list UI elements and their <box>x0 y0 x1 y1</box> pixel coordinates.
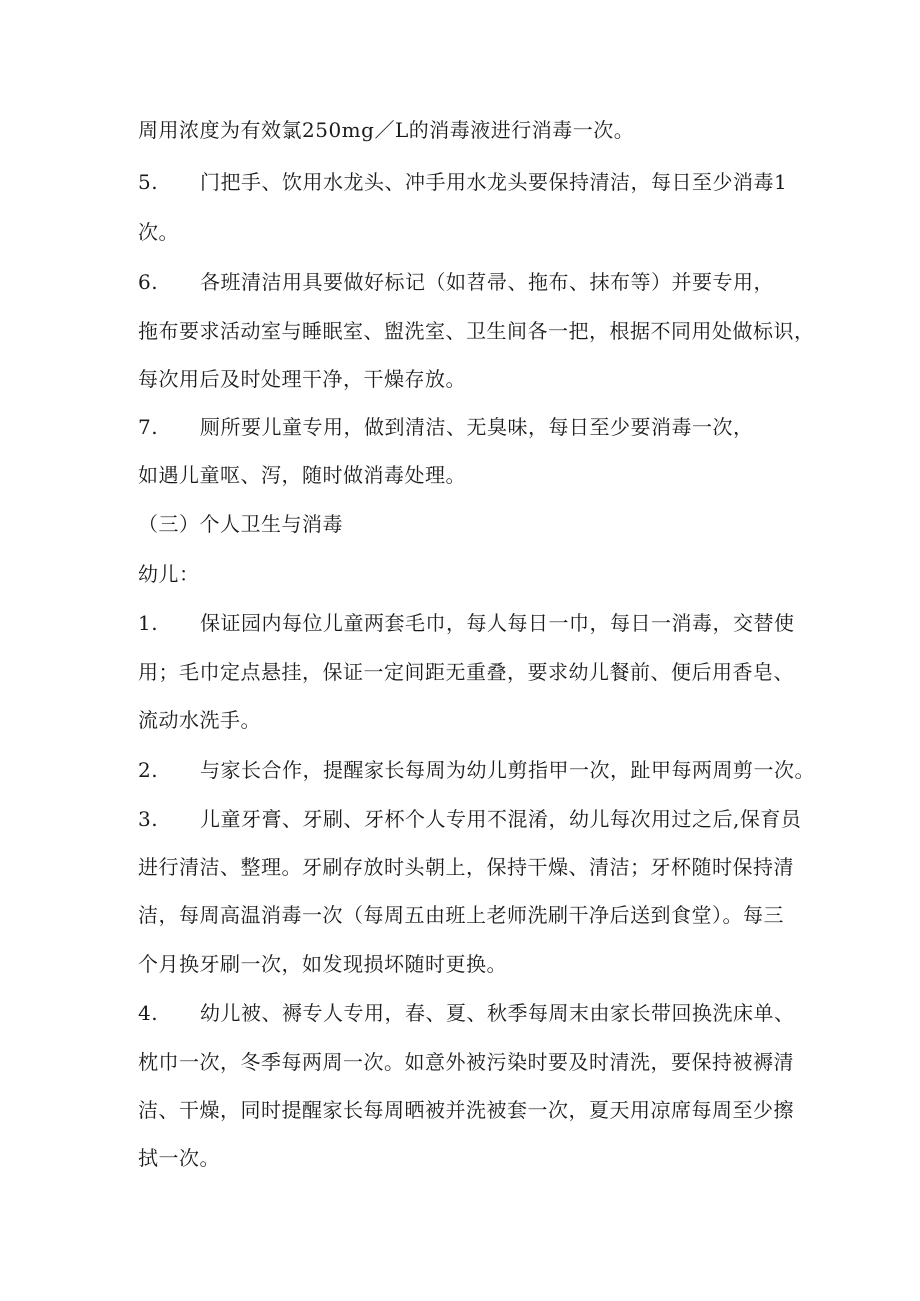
subsection-label <box>138 561 200 587</box>
line-text: 进行清洁、整理。牙刷存放时头朝上，保持干燥、清洁；牙杯随时保持清 <box>138 855 794 879</box>
text-line <box>138 1097 794 1123</box>
text-line <box>138 707 261 733</box>
text-line <box>138 1145 220 1171</box>
line-text: 保证园内每位儿童两套毛巾，每人每日一巾，每日一消毒，交替使 <box>200 611 795 635</box>
list-item <box>138 414 754 440</box>
item-number: 5. <box>138 170 159 194</box>
text-line <box>138 117 634 143</box>
line-text: 拭一次。 <box>138 1146 220 1170</box>
item-number: 7. <box>138 415 159 439</box>
item-number: 1. <box>138 611 159 635</box>
line-text: 周用浓度为有效氯250mg／L的消毒液进行消毒一次。 <box>138 118 635 142</box>
text-line <box>138 902 784 928</box>
line-text: 个月换牙刷一次，如发现损坏随时更换。 <box>138 952 507 976</box>
line-text: 次。 <box>138 220 179 244</box>
list-item <box>138 757 815 783</box>
list-item <box>138 806 801 832</box>
line-text: 枕巾一次，冬季每两周一次。如意外被污染时要及时清洗，要保持被褥清 <box>138 1050 794 1074</box>
line-text: 如遇儿童呕、泻，随时做消毒处理。 <box>138 463 466 487</box>
line-text: 与家长合作，提醒家长每周为幼儿剪指甲一次，趾甲每两周剪一次。 <box>200 758 815 782</box>
item-number: 4. <box>138 1001 159 1025</box>
line-text: 幼儿被、褥专人专用，春、夏、秋季每周末由家长带回换洗床单、 <box>200 1001 795 1025</box>
list-item <box>138 1000 795 1026</box>
line-text: 儿童牙膏、牙刷、牙杯个人专用不混淆，幼儿每次用过之后,保育员 <box>200 807 802 831</box>
text-line <box>138 462 466 488</box>
line-text: 洁、干燥，同时提醒家长每周晒被并洗被套一次，夏天用凉席每周至少擦 <box>138 1098 794 1122</box>
list-item <box>138 269 774 295</box>
section-heading <box>138 511 343 537</box>
item-number: 3. <box>138 807 159 831</box>
line-text: 流动水洗手。 <box>138 708 261 732</box>
heading-text: （三）个人卫生与消毒 <box>138 512 343 536</box>
text-line <box>138 1049 794 1075</box>
line-text: 每次用后及时处理干净，干燥存放。 <box>138 367 466 391</box>
list-item <box>138 169 787 195</box>
line-text: 厕所要儿童专用，做到清洁、无臭味，每日至少要消毒一次， <box>200 415 754 439</box>
list-item <box>138 610 795 636</box>
line-text: 门把手、饮用水龙头、冲手用水龙头要保持清洁，每日至少消毒1 <box>200 170 788 194</box>
text-line <box>138 366 466 392</box>
text-line <box>138 854 794 880</box>
item-number: 2. <box>138 758 159 782</box>
line-text: 用；毛巾定点悬挂，保证一定间距无重叠，要求幼儿餐前、便后用香皂、 <box>138 660 794 684</box>
line-text: 拖布要求活动室与睡眠室、盥洗室、卫生间各一把，根据不同用处做标识， <box>138 319 815 343</box>
text-line <box>138 219 179 245</box>
text-line <box>138 318 815 344</box>
line-text: 洁，每周高温消毒一次（每周五由班上老师洗刷干净后送到食堂）。每三 <box>138 903 784 927</box>
text-line <box>138 951 507 977</box>
text-line <box>138 659 794 685</box>
item-number: 6. <box>138 270 159 294</box>
line-text: 各班清洁用具要做好标记（如苕帚、拖布、抹布等）并要专用， <box>200 270 774 294</box>
label-text: 幼儿： <box>138 562 200 586</box>
